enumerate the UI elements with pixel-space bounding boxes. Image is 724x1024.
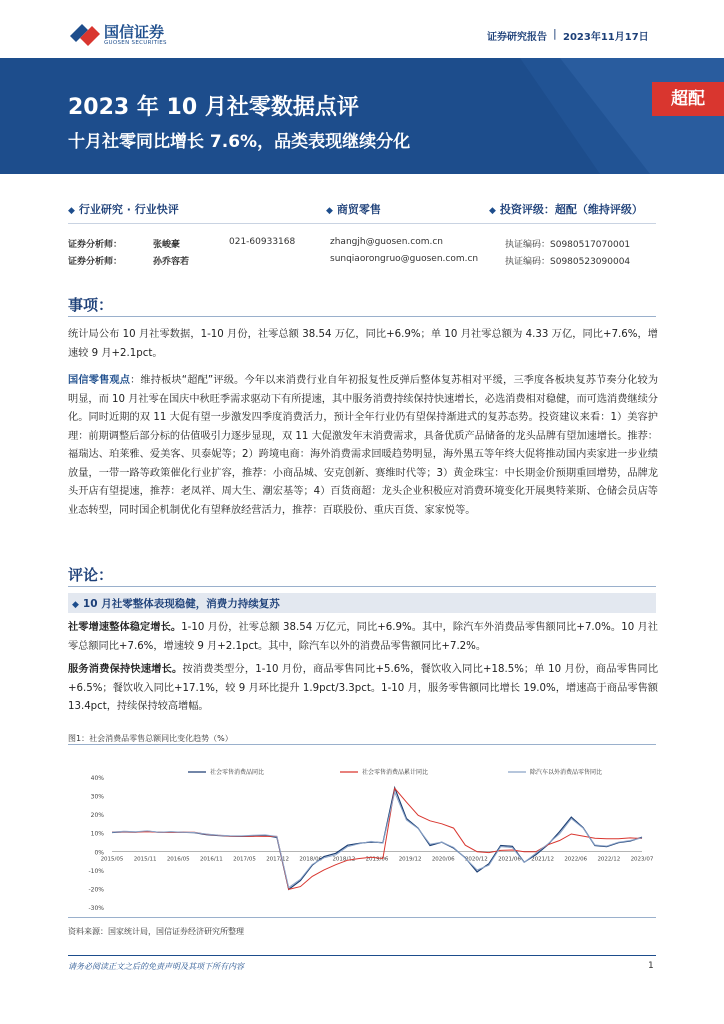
- y-tick-label: -20%: [88, 886, 104, 894]
- x-tick-label: 2022/12: [597, 856, 621, 863]
- x-tick-label: 2015/11: [133, 856, 157, 863]
- x-tick-label: 2023/07: [630, 856, 654, 863]
- category-industry: ◆ 行业研究 · 行业快评: [68, 203, 179, 216]
- analyst-role: 证券分析师：: [68, 240, 123, 250]
- analyst-cert: 执证编码：S0980523090004: [505, 257, 631, 267]
- y-tick-label: 30%: [90, 793, 104, 801]
- x-tick-label: 2018/12: [332, 856, 356, 863]
- x-tick-label: 2021/06: [498, 856, 521, 863]
- x-tick-label: 2020/12: [464, 856, 488, 863]
- category-rating: ◆ 投资评级：超配（维持评级）: [489, 203, 643, 216]
- legend-label: 社会零售消费品累计同比: [362, 769, 429, 776]
- header-separator: |: [553, 27, 557, 40]
- chart-container: [68, 745, 656, 915]
- y-tick-label: 40%: [90, 775, 104, 782]
- x-tick-label: 2016/11: [199, 856, 223, 863]
- x-tick-label: 2015/05: [100, 856, 124, 863]
- footer-line: [68, 955, 656, 956]
- rating-badge: 超配: [652, 82, 724, 116]
- x-tick-label: 2022/06: [564, 856, 588, 863]
- x-tick-label: 2020/06: [431, 856, 455, 863]
- company-name: 国信证券: [104, 23, 165, 41]
- comment-paragraph-2: 服务消费保持快速增长。按消费类型分，1-10 月份，商品零售同比+5.6%，餐饮收入同比+18.5%；单 10 月份，商品零售同比+6.5%；餐饮收入同比+17.1%，较 9 月环比提升 1.9pct/3.3pct。1-10 月，服务零售额同比增长 19.0%，增速高于商品零售额 13.4pct，持续保持较高增幅。: [68, 664, 659, 712]
- footer-disclaimer[interactable]: 请务必阅读正文之后的免责声明及其项下所有内容: [68, 962, 244, 971]
- events-text: 统计局公布 10 月社零数据，1-10 月份，社零总额 38.54 万亿，同比+6.9%；单 10 月社零总额为 4.33 万亿，同比+7.6%，增速较 9 月+2.1pct。: [68, 329, 658, 359]
- comment-paragraph-1: 社零增速整体稳定增长。1-10 月份，社零总额 38.54 万亿元，同比+6.9%。其中，除汽车外消费品零售额同比+7.0%。10 月社零总额同比+7.6%，增速较 9 月+2.1pct。其中，除汽车以外的消费品零售额同比+7.2%。: [68, 622, 658, 652]
- x-tick-label: 2019/12: [398, 856, 422, 863]
- y-tick-label: 20%: [90, 812, 104, 820]
- analyst-role: 证券分析师：: [68, 257, 123, 267]
- viewpoint-text: ：维持板块“超配”评级。今年以来消费行业自年初报复性反弹后整体复苏相对平缓，三季度各板块复苏节奏分化较为明显，而 10 月社零在国庆中秋旺季需求驱动下有所提速，其中服务消费持续保持快速增长，必选消费相对稳健，而可选消费继续分化。同时近期的双 11 大促有望一步激发四季度消费活力，预计全年行业仍有望保持渐进式的复苏态势。投资建议来看：1）美容护理：前期调整后部分标的估值吸引力逐步显现，双 11 大促激发年末消费需求，具备优质产品储备的龙头品牌有望加速增长。推荐：福瑞达、珀莱雅、爱美客、贝泰妮等；2）跨境电商：海外消费需求回暖趋势明显，海外黑五等年终大促将推动国内卖家进一步业绩放量，一带一路等政策催化行业扩容，推荐：小商品城、安克创新、赛维时代等；3）黄金珠宝：中长期金价预期重回增势，品牌龙头开店有望提速，推荐：老凤祥、周大生、潮宏基等；4）百货商超：龙头企业积极应对消费环境变化开展奥特莱斯、仓储会员店等业态转型，同时国企机制优化有望释放经营活力，推荐：百联股份、重庆百货、家家悦等。: [68, 375, 659, 516]
- comment-underline: [68, 586, 656, 587]
- analyst-phone: 021-60933168: [229, 237, 296, 247]
- report-subtitle: 十月社零同比增长 7.6%，品类表现继续分化: [68, 132, 411, 152]
- chart-source: 资料来源：国家统计局，国信证券经济研究所整理: [68, 927, 244, 936]
- company-logo: [70, 22, 100, 46]
- x-tick-label: 2018/06: [299, 856, 323, 863]
- legend-label: 除汽车以外消费品零售同比: [530, 769, 603, 776]
- chart-bottom-line: [68, 917, 656, 918]
- diamond-icon: ◆: [72, 600, 79, 610]
- line-chart: [68, 745, 656, 915]
- legend-label: 社会零售消费品同比: [210, 769, 265, 776]
- diamond-icon: ◆: [68, 206, 75, 216]
- x-tick-label: 2019/06: [365, 856, 389, 863]
- y-tick-label: -10%: [88, 867, 104, 875]
- report-date: 2023年11月17日: [563, 32, 649, 43]
- events-underline: [68, 316, 656, 317]
- viewpoint-label: 国信零售观点: [68, 375, 131, 386]
- viewpoint-paragraph: [68, 372, 658, 520]
- category-sector: ◆ 商贸零售: [326, 203, 381, 216]
- chart-caption: 图1：社会消费品零售总额同比变化趋势（%）: [68, 734, 233, 743]
- events-heading: 事项：: [68, 296, 114, 314]
- comment-heading: 评论：: [68, 566, 114, 584]
- x-tick-label: 2017/05: [233, 856, 256, 863]
- diamond-icon: ◆: [326, 206, 333, 216]
- y-tick-label: 10%: [90, 830, 104, 838]
- x-tick-label: 2016/05: [166, 856, 190, 863]
- analyst-cert: 执证编码：S0980517070001: [505, 240, 631, 250]
- series-line: [112, 788, 642, 889]
- series-line: [112, 792, 642, 887]
- page-number: 1: [648, 961, 654, 971]
- comment-subheading: ◆ 10 月社零整体表现稳健，消费力持续复苏: [72, 598, 280, 610]
- x-tick-label: 2021/12: [531, 856, 555, 863]
- x-tick-label: 2017/12: [266, 856, 290, 863]
- report-type: 证券研究报告: [487, 32, 547, 43]
- analyst-name: 孙乔容若: [153, 257, 190, 267]
- report-title: 2023 年 10 月社零数据点评: [68, 95, 359, 120]
- analyst-email[interactable]: sunqiaorongruo@guosen.com.cn: [330, 254, 479, 264]
- analyst-email[interactable]: zhangjh@guosen.com.cn: [330, 237, 444, 247]
- analyst-name: 张峻豪: [153, 240, 181, 250]
- y-tick-label: -30%: [88, 905, 104, 912]
- diamond-icon: ◆: [489, 206, 496, 216]
- category-divider: [68, 223, 656, 224]
- y-tick-label: 0%: [94, 849, 104, 857]
- company-name-en: GUOSEN SECURITIES: [104, 40, 167, 46]
